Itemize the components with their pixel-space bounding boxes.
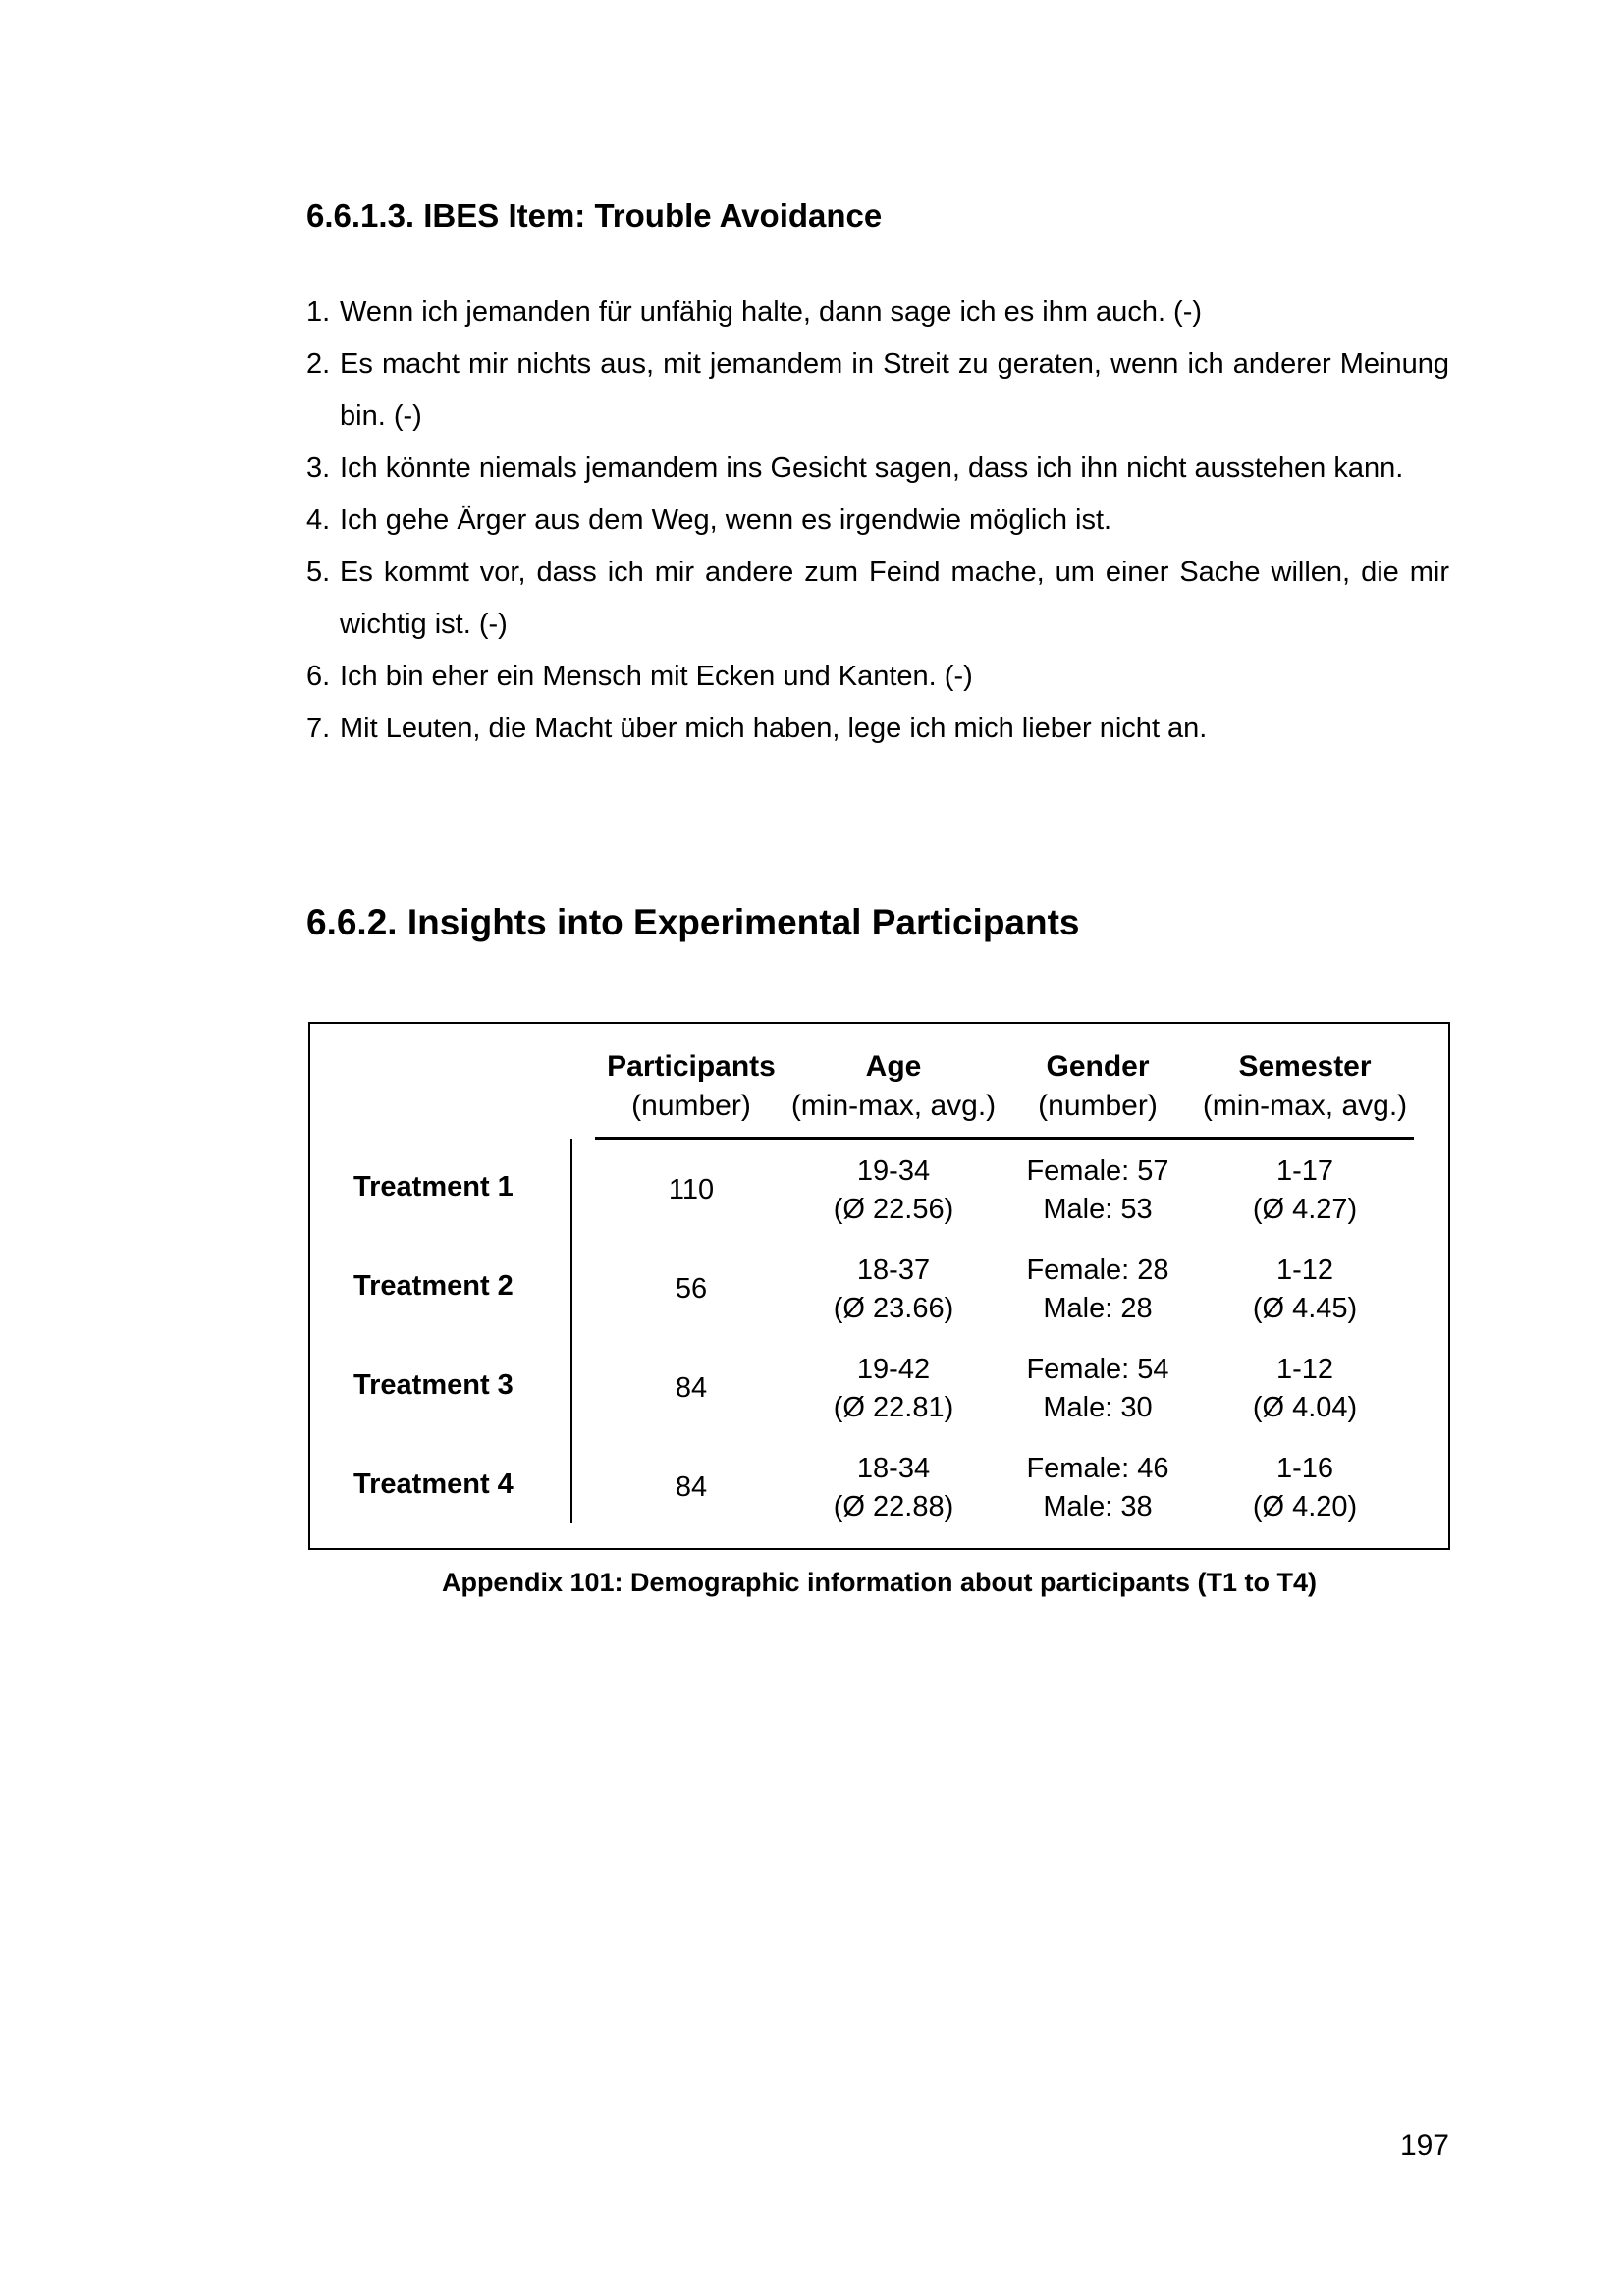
list-item [306,495,1449,547]
age-range: 18-37 [856,1255,931,1286]
item-number: 4. [306,505,331,536]
row-label-treatment-2: Treatment 2 [353,1270,514,1302]
gender-male: Male: 38 [1043,1491,1153,1522]
cell-participants: 84 [675,1471,708,1503]
row-label-divider [570,1139,572,1523]
item-text: Ich bin eher ein Mensch mit Ecken und Kanten. (-) [340,661,973,692]
age-range: 19-42 [856,1354,931,1385]
gender-male: Male: 30 [1043,1392,1153,1423]
column-title: Gender [1046,1050,1150,1083]
semester-range: 1-12 [1275,1354,1334,1385]
item-number: 6. [306,661,331,692]
column-subtitle: (number) [1038,1090,1158,1122]
list-item [306,651,1449,703]
cell-semester [1196,1351,1414,1427]
column-title: Age [865,1050,922,1083]
cell-gender [1009,1152,1186,1229]
cell-gender [1009,1252,1186,1328]
subsection-heading: 6.6.1.3. IBES Item: Trouble Avoidance [306,197,883,234]
age-average: (Ø 22.88) [833,1491,954,1522]
semester-range: 1-17 [1275,1155,1334,1187]
gender-female: Female: 28 [1026,1255,1169,1286]
column-header-participants [595,1047,787,1126]
item-number: 1. [306,296,331,328]
item-text: Wenn ich jemanden für unfähig halte, dann sage ich es ihm auch. (-) [340,296,1203,328]
item-number: 5. [306,557,331,588]
gender-male: Male: 28 [1043,1293,1153,1324]
item-number: 7. [306,713,331,744]
cell-gender [1009,1351,1186,1427]
column-subtitle: (min-max, avg.) [790,1090,997,1122]
gender-female: Female: 54 [1026,1354,1169,1385]
gender-female: Female: 57 [1026,1155,1169,1187]
semester-average: (Ø 4.27) [1252,1194,1358,1225]
column-header-gender [1009,1047,1186,1126]
item-text: Mit Leuten, die Macht über mich haben, lege ich mich lieber nicht an. [340,713,1208,744]
age-average: (Ø 22.81) [833,1392,954,1423]
age-average: (Ø 22.56) [833,1194,954,1225]
cell-age [787,1152,1000,1229]
semester-average: (Ø 4.20) [1252,1491,1358,1522]
cell-semester [1196,1152,1414,1229]
cell-age [787,1450,1000,1526]
cell-age [787,1351,1000,1427]
column-title: Semester [1238,1050,1372,1083]
item-number: 2. [306,348,331,380]
list-item [306,287,1449,339]
list-item [306,547,1449,651]
row-label-treatment-4: Treatment 4 [353,1468,514,1500]
column-subtitle: (min-max, avg.) [1202,1090,1408,1122]
item-text: Es kommt vor, dass ich mir andere zum Feind mache, um einer Sache willen, die mir wichtig ist. (-) [340,557,1449,640]
gender-male: Male: 53 [1043,1194,1153,1225]
item-number: 3. [306,453,331,484]
column-title: Participants [607,1050,776,1083]
column-header-semester [1196,1047,1414,1126]
item-text: Ich gehe Ärger aus dem Weg, wenn es irgendwie möglich ist. [340,505,1112,536]
cell-participants: 56 [675,1273,708,1305]
semester-range: 1-12 [1275,1255,1334,1286]
section-heading: 6.6.2. Insights into Experimental Participants [306,902,1080,942]
item-text: Es macht mir nichts aus, mit jemandem in Streit zu geraten, wenn ich anderer Meinung bin. (-) [340,348,1449,432]
item-list [306,287,1449,755]
row-label-treatment-3: Treatment 3 [353,1369,514,1401]
page-number: 197 [1399,2129,1449,2162]
cell-semester [1196,1252,1414,1328]
list-item [306,443,1449,495]
list-item [306,703,1449,755]
column-subtitle: (number) [631,1090,751,1122]
row-label-treatment-1: Treatment 1 [353,1171,514,1202]
item-text: Ich könnte niemals jemandem ins Gesicht sagen, dass ich ihn nicht ausstehen kann. [340,453,1404,484]
cell-participants: 110 [668,1174,715,1205]
age-average: (Ø 23.66) [833,1293,954,1324]
cell-participants: 84 [675,1372,708,1404]
table-caption: Appendix 101: Demographic information about participants (T1 to T4) [441,1568,1318,1597]
age-range: 19-34 [856,1155,931,1187]
list-item [306,339,1449,443]
header-rule [595,1137,1414,1140]
age-range: 18-34 [856,1453,931,1484]
semester-range: 1-16 [1275,1453,1334,1484]
cell-gender [1009,1450,1186,1526]
cell-semester [1196,1450,1414,1526]
semester-average: (Ø 4.04) [1252,1392,1358,1423]
column-header-age [787,1047,1000,1126]
semester-average: (Ø 4.45) [1252,1293,1358,1324]
cell-age [787,1252,1000,1328]
gender-female: Female: 46 [1026,1453,1169,1484]
